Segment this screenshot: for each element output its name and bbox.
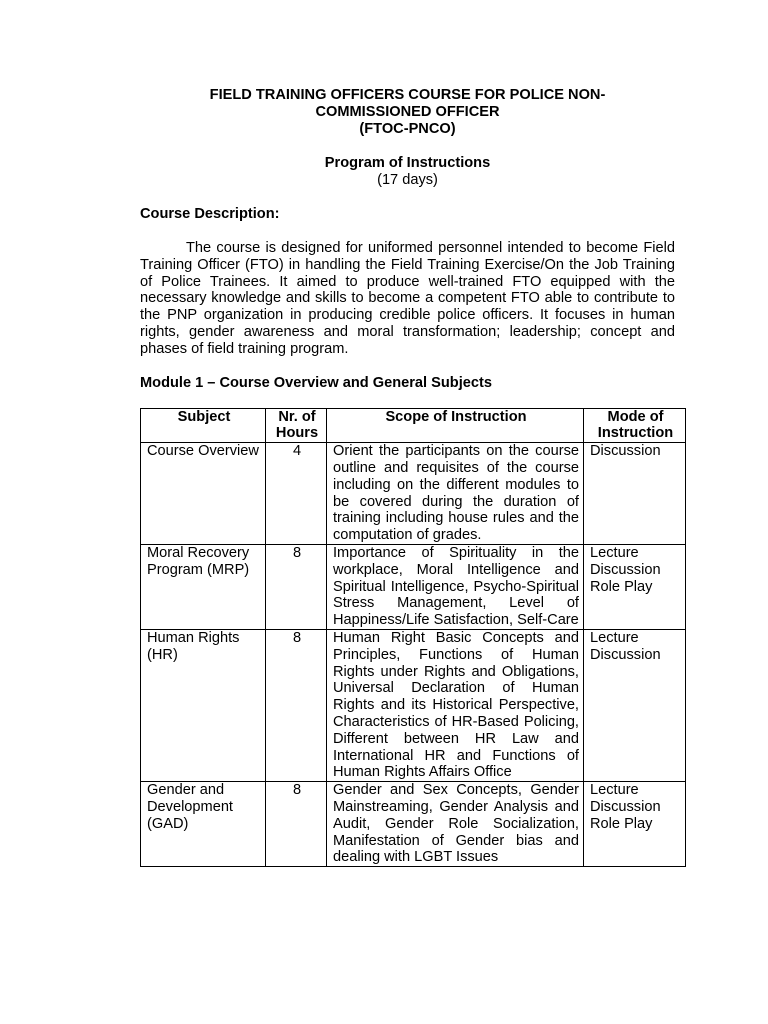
mode-item: Discussion (590, 443, 661, 460)
row-subject: Course Overview (141, 443, 266, 545)
mode-item: Lecture (590, 782, 639, 799)
mode-item: Discussion (590, 561, 661, 578)
row-mode (584, 443, 686, 545)
row-mode (584, 629, 686, 781)
module-heading: Module 1 – Course Overview and General Subjects (140, 374, 492, 391)
row-scope: Orient the participants on the course outline and requisites of the course including on the different modules to be covered during the duration of training including house rules and the computation of grades. (327, 443, 584, 545)
title-line-3: (FTOC-PNCO) (359, 121, 456, 137)
table-row (141, 544, 686, 629)
header-scope: Scope of Instruction (327, 408, 584, 443)
course-description-text: The course is designed for uniformed personnel intended to become Field Training Officer (FTO) in handling the Field Training Exercise/On the Job Training of Police Trainees. It aimed to produce well-trained FTO equipped with the necessary knowledge and skills to become a competent FTO able to contribute to the PNP organization in producing credible police officers. It focuses in human rights, gender awareness and moral transformation; leadership; concept and phases of field training program. (140, 240, 675, 357)
document-title (140, 87, 675, 138)
row-hours: 4 (266, 443, 327, 545)
mode-item: Lecture (590, 544, 639, 561)
document-page (140, 87, 675, 867)
row-scope: Gender and Sex Concepts, Gender Mainstreaming, Gender Analysis and Audit, Gender Role Socialization, Manifestation of Gender bias and dealing with LGBT Issues (327, 782, 584, 867)
row-mode (584, 782, 686, 867)
row-hours: 8 (266, 782, 327, 867)
mode-item: Role Play (590, 578, 653, 595)
mode-item: Lecture (590, 629, 639, 646)
row-mode (584, 544, 686, 629)
row-hours: 8 (266, 544, 327, 629)
module-table (140, 408, 686, 868)
mode-item: Role Play (590, 815, 653, 832)
mode-item: Discussion (590, 798, 661, 815)
table-header-row (141, 408, 686, 443)
row-subject: Gender and Development (GAD) (141, 782, 266, 867)
mode-item: Discussion (590, 646, 661, 663)
row-scope: Importance of Spirituality in the workplace, Moral Intelligence and Spiritual Intelligence, Psycho-Spiritual Stress Management, Level of Happiness/Life Satisfaction, Self-Care (327, 544, 584, 629)
title-line-1: FIELD TRAINING OFFICERS COURSE FOR POLICE NON- (209, 87, 606, 103)
table-row (141, 782, 686, 867)
header-hours: Nr. of Hours (266, 408, 327, 443)
header-mode: Mode of Instruction (584, 408, 686, 443)
row-subject: Human Rights (HR) (141, 629, 266, 781)
program-duration: (17 days) (377, 172, 438, 188)
header-subject: Subject (141, 408, 266, 443)
title-line-2: COMMISSIONED OFFICER (315, 104, 500, 120)
table-row (141, 443, 686, 545)
row-subject: Moral Recovery Program (MRP) (141, 544, 266, 629)
program-subtitle: Program of Instructions (324, 155, 491, 171)
row-hours: 8 (266, 629, 327, 781)
course-description-heading: Course Description: (140, 206, 280, 222)
row-scope: Human Right Basic Concepts and Principles, Functions of Human Rights under Rights and Obligations, Universal Declaration of Human Rights and its Historical Perspective, Characteristics of HR-Based Policing, Different between HR Law and International HR and Functions of Human Rights Affairs Office (327, 629, 584, 781)
table-row (141, 629, 686, 781)
